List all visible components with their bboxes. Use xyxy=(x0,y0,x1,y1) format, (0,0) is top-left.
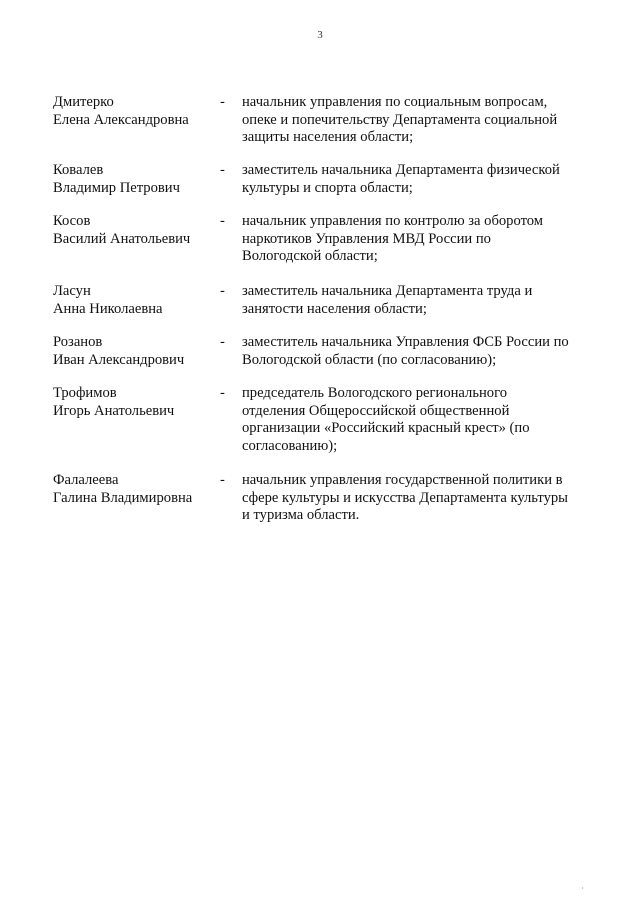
member-surname: Ласун xyxy=(53,283,91,299)
dash-separator: - xyxy=(220,162,225,178)
member-position xyxy=(242,162,587,197)
dash-separator: - xyxy=(220,385,225,401)
position-line: культуры и спорта области; xyxy=(242,179,413,196)
position-line: начальник управления государственной политики в xyxy=(242,472,563,488)
position-line: председатель Вологодского регионального xyxy=(242,385,508,401)
member-name xyxy=(53,162,218,197)
member-position xyxy=(242,283,587,318)
dash-separator: - xyxy=(220,334,225,350)
member-position xyxy=(242,213,587,266)
member-given-names: Владимир Петрович xyxy=(53,179,180,196)
member-name xyxy=(53,472,218,507)
position-line: сфере культуры и искусства Департамента культуры xyxy=(242,489,568,506)
member-position xyxy=(242,385,587,455)
member-name xyxy=(53,94,218,129)
member-name xyxy=(53,334,218,369)
member-surname: Косов xyxy=(53,213,91,229)
position-line: заместитель начальника Департамента труда и xyxy=(242,283,533,299)
member-surname: Фалалеева xyxy=(53,472,119,488)
position-line: начальник управления по контролю за оборотом xyxy=(242,213,544,229)
member-surname: Трофимов xyxy=(53,385,117,401)
member-surname: Ковалев xyxy=(53,162,104,178)
member-surname: Дмитерко xyxy=(53,94,114,110)
position-line: заместитель начальника Управления ФСБ России по xyxy=(242,334,569,350)
position-line: отделения Общероссийской общественной xyxy=(242,402,510,419)
dash-separator: - xyxy=(220,213,225,229)
page-number: 3 xyxy=(317,29,323,41)
dash-separator: - xyxy=(220,472,225,488)
member-given-names: Галина Владимировна xyxy=(53,489,193,506)
position-line: наркотиков Управления МВД России по xyxy=(242,230,491,247)
scan-mark: · xyxy=(581,884,584,893)
member-name xyxy=(53,213,218,248)
position-line: заместитель начальника Департамента физической xyxy=(242,162,560,178)
position-line: начальник управления по социальным вопросам, xyxy=(242,94,548,110)
position-line: Вологодской области; xyxy=(242,248,378,264)
member-position xyxy=(242,472,587,525)
member-name xyxy=(53,385,218,420)
position-line: организации «Российский красный крест» (по xyxy=(242,420,530,436)
member-position xyxy=(242,94,587,147)
position-line: и туризма области. xyxy=(242,507,360,523)
position-line: защиты населения области; xyxy=(242,129,414,145)
position-line: Вологодской области (по согласованию); xyxy=(242,351,497,368)
position-line: занятости населения области; xyxy=(242,300,427,317)
member-given-names: Игорь Анатольевич xyxy=(53,402,175,419)
member-given-names: Иван Александрович xyxy=(53,351,185,368)
member-given-names: Василий Анатольевич xyxy=(53,230,191,247)
member-given-names: Анна Николаевна xyxy=(53,300,163,317)
member-position xyxy=(242,334,587,369)
member-given-names: Елена Александровна xyxy=(53,111,189,128)
member-name xyxy=(53,283,218,318)
dash-separator: - xyxy=(220,94,225,110)
member-surname: Розанов xyxy=(53,334,103,350)
position-line: опеке и попечительству Департамента социальной xyxy=(242,111,558,128)
position-line: согласованию); xyxy=(242,437,338,454)
dash-separator: - xyxy=(220,283,225,299)
